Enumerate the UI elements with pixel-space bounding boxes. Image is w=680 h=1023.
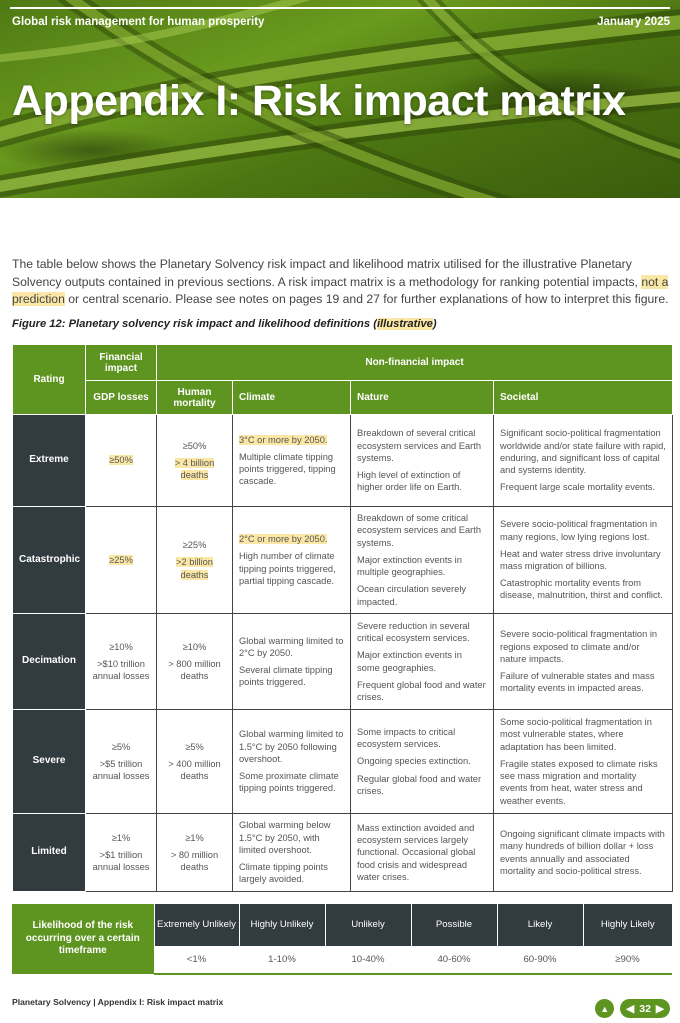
climate-cell: Global warming limited to 2°C by 2050. Several climate tipping points triggered.: [233, 614, 351, 710]
header-rule: [10, 7, 670, 9]
triangle-up-icon: ▲: [600, 1003, 610, 1014]
hero-banner: [0, 0, 680, 198]
matrix-row-catastrophic: [13, 507, 673, 614]
likelihood-range: 10-40%: [325, 946, 411, 974]
gdp-cell: ≥5% >$5 trillion annual losses: [86, 710, 157, 814]
societal-cell: Some socio-political fragmentation in most vulnerable states, where adaptation has been limited. Fragile states exposed to climate risks see mass migration and mortality events from heat, water stress and weather events.: [494, 710, 673, 814]
nature-cell: Breakdown of several critical ecosystem services and Earth systems. High level of extinction of higher order life on Earth.: [351, 415, 494, 507]
societal-cell: Significant socio-political fragmentation worldwide and/or state failure with rapid, enduring, and significant loss of capital and systems identity. Frequent large scale mortality events.: [494, 415, 673, 507]
rating-cell: Severe: [13, 710, 86, 814]
rating-cell: Limited: [13, 814, 86, 892]
likelihood-range: 40-60%: [411, 946, 497, 974]
likelihood-column-header: Highly Unlikely: [239, 904, 325, 946]
societal-cell: Severe socio-political fragmentation in many regions, low lying regions lost. Heat and water stress drive involuntary mass migration of billions. Catastrophic mortality events from disease, malnutrition, thirst and conflict.: [494, 507, 673, 614]
nature-cell: Breakdown of some critical ecosystem services and Earth systems. Major extinction events in multiple geographies. Ocean circulation severely impacted.: [351, 507, 494, 614]
nature-cell: Some impacts to critical ecosystem services. Ongoing species extinction. Regular global food and water crises.: [351, 710, 494, 814]
societal-cell: Severe socio-political fragmentation in regions exposed to climate and/or nature impacts. Failure of vulnerable states and mass mortality events in impacted areas.: [494, 614, 673, 710]
matrix-row-limited: [13, 814, 673, 892]
societal-cell: Ongoing significant climate impacts with many hundreds of billion dollar + loss events annually and associated mortality and socio-political stress.: [494, 814, 673, 892]
rating-header: Rating: [13, 345, 86, 415]
mortality-cell: ≥10% > 800 million deaths: [157, 614, 233, 710]
rating-cell: Catastrophic: [13, 507, 86, 614]
likelihood-label: Likelihood of the risk occurring over a certain timeframe: [12, 904, 154, 974]
gdp-losses-header: GDP losses: [86, 381, 157, 415]
figure-caption: Figure 12: Planetary solvency risk impact and likelihood definitions (illustrative): [12, 318, 437, 330]
mortality-cell: ≥25% >2 billion deaths: [157, 507, 233, 614]
climate-header: Climate: [233, 381, 351, 415]
climate-cell: Global warming below 1.5°C by 2050, with limited overshoot. Climate tipping points largely avoided.: [233, 814, 351, 892]
likelihood-column-header: Likely: [497, 904, 583, 946]
gdp-cell: ≥50%: [86, 415, 157, 507]
likelihood-range: <1%: [154, 946, 239, 974]
likelihood-range: ≥90%: [583, 946, 672, 974]
climate-cell: 3°C or more by 2050. Multiple climate tipping points triggered, tipping cascade.: [233, 415, 351, 507]
climate-cell: Global warming limited to 1.5°C by 2050 following overshoot. Some proximate climate tipping points triggered.: [233, 710, 351, 814]
nature-cell: Severe reduction in several critical ecosystem services. Major extinction events in some geographies. Frequent global food and water crises.: [351, 614, 494, 710]
rating-cell: Decimation: [13, 614, 86, 710]
page-navigation: [595, 999, 670, 1018]
mortality-cell: ≥5% > 400 million deaths: [157, 710, 233, 814]
climate-cell: 2°C or more by 2050. High number of climate tipping points triggered, partial tipping cascade.: [233, 507, 351, 614]
likelihood-table: [12, 904, 672, 975]
mortality-cell: ≥50% > 4 billion deaths: [157, 415, 233, 507]
report-title: Global risk management for human prosperity: [12, 16, 265, 28]
page-pager: [620, 999, 670, 1018]
societal-header: Societal: [494, 381, 673, 415]
likelihood-column-header: Highly Likely: [583, 904, 672, 946]
financial-impact-header: Financial impact: [86, 345, 157, 381]
intro-paragraph: The table below shows the Planetary Solvency risk impact and likelihood matrix utilised for the illustrative Planetary Solvency outputs contained in previous sections. A risk impact matrix is a methodology for ranking potential impacts, not a prediction or central scenario. Please see notes on pages 19 and 27 for further explanations of how to interpret this figure.: [12, 257, 669, 306]
rating-cell: Extreme: [13, 415, 86, 507]
back-to-top-button[interactable]: [595, 999, 614, 1018]
gdp-cell: ≥10% >$10 trillion annual losses: [86, 614, 157, 710]
likelihood-column-header: Possible: [411, 904, 497, 946]
intro-highlight: not a prediction: [12, 274, 669, 306]
matrix-row-extreme: [13, 415, 673, 507]
nonfinancial-impact-header: Non-financial impact: [157, 345, 673, 381]
matrix-row-decimation: [13, 614, 673, 710]
nature-header: Nature: [351, 381, 494, 415]
matrix-row-severe: [13, 710, 673, 814]
previous-page-button[interactable]: ◀: [626, 1002, 635, 1015]
likelihood-range: 60-90%: [497, 946, 583, 974]
risk-impact-matrix: [12, 344, 673, 892]
likelihood-column-header: Extremely Unlikely: [154, 904, 239, 946]
human-mortality-header: Human mortality: [157, 381, 233, 415]
gdp-cell: ≥1% >$1 trillion annual losses: [86, 814, 157, 892]
next-page-button[interactable]: ▶: [655, 1002, 664, 1015]
likelihood-range: 1-10%: [239, 946, 325, 974]
likelihood-column-header: Unlikely: [325, 904, 411, 946]
page-title: Appendix I: Risk impact matrix: [12, 77, 626, 125]
footer-text: Planetary Solvency | Appendix I: Risk impact matrix: [12, 997, 224, 1007]
page-number: 32: [639, 1002, 651, 1015]
mortality-cell: ≥1% > 80 million deaths: [157, 814, 233, 892]
gdp-cell: ≥25%: [86, 507, 157, 614]
report-date: January 2025: [597, 16, 670, 28]
nature-cell: Mass extinction avoided and ecosystem services largely functional. Occasional global food crisis and widespread water crises.: [351, 814, 494, 892]
